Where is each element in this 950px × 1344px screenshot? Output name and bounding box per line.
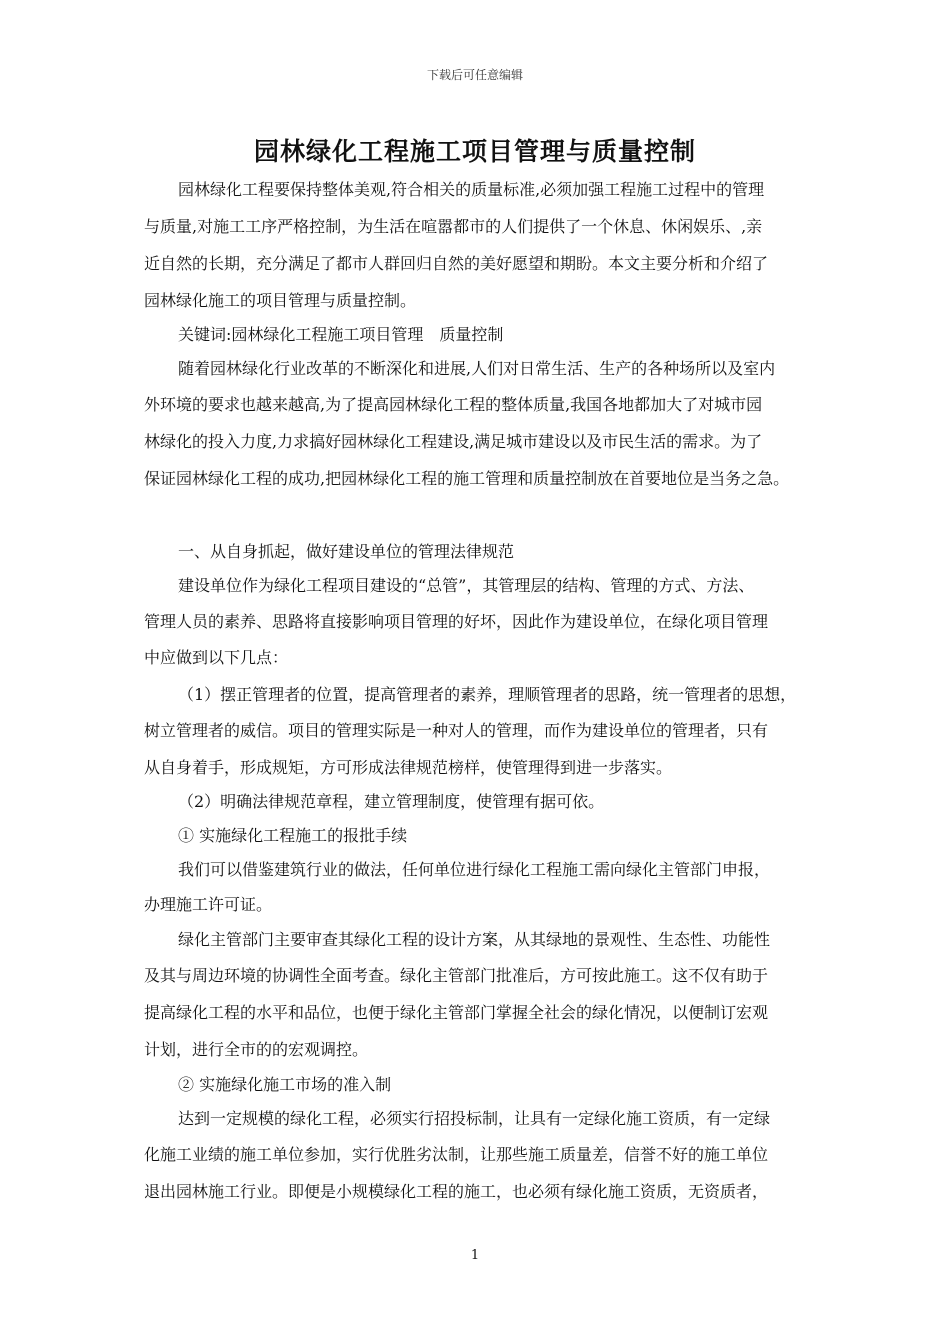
section-heading: 一、从自身抓起，做好建设单位的管理法律规范: [178, 542, 515, 561]
text-line: 从自身着手，形成规矩，方可形成法律规范榜样，使管理得到进一步落实。: [144, 758, 673, 777]
text-line: 提高绿化工程的水平和品位，也便于绿化主管部门掌握全社会的绿化情况，以便制订宏观: [144, 1003, 769, 1022]
document-title: 园林绿化工程施工项目管理与质量控制: [253, 137, 696, 166]
text-line: 保证园林绿化工程的成功,把园林绿化工程的施工管理和质量控制放在首要地位是当务之急。: [144, 469, 790, 488]
text-line: （2）明确法律规范章程，建立管理制度，使管理有据可依。: [178, 792, 605, 811]
text-line: 林绿化的投入力度,力求搞好园林绿化工程建设,满足城市建设以及市民生活的需求。为了: [144, 432, 763, 451]
text-line: 随着园林绿化行业改革的不断深化和进展,人们对日常生活、生产的各种场所以及室内: [178, 359, 776, 378]
text-line: 退出园林施工行业。即便是小规模绿化工程的施工，也必须有绿化施工资质，无资质者，: [144, 1182, 769, 1201]
text-line: （1）摆正管理者的位置，提高管理者的素养，理顺管理者的思路，统一管理者的思想，: [178, 685, 797, 704]
text-line: 管理人员的素养、思路将直接影响项目管理的好坏，因此作为建设单位，在绿化项目管理: [144, 612, 769, 631]
text-line: 园林绿化工程要保持整体美观,符合相关的质量标准,必须加强工程施工过程中的管理: [178, 180, 765, 199]
text-line: 化施工业绩的施工单位参加，实行优胜劣汰制，让那些施工质量差，信誉不好的施工单位: [144, 1145, 769, 1164]
text-line: 计划，进行全市的的宏观调控。: [144, 1040, 369, 1059]
subheading: ① 实施绿化工程施工的报批手续: [178, 826, 408, 845]
text-line: 办理施工许可证。: [144, 895, 273, 914]
text-line: 中应做到以下几点：: [144, 648, 289, 667]
text-line: 外环境的要求也越来越高,为了提高园林绿化工程的整体质量,我国各地都加大了对城市园: [144, 395, 763, 414]
text-line: 建设单位作为绿化工程项目建设的“总管”，其管理层的结构、管理的方式、方法、: [178, 576, 755, 595]
subheading: ② 实施绿化施工市场的准入制: [178, 1075, 392, 1094]
text-line: 我们可以借鉴建筑行业的做法，任何单位进行绿化工程施工需向绿化主管部门申报，: [178, 860, 771, 879]
page-header: 下载后可任意编辑: [426, 68, 523, 82]
text-line: 近自然的长期，充分满足了都市人群回归自然的美好愿望和期盼。本文主要分析和介绍了: [144, 254, 769, 273]
text-line: 绿化主管部门主要审查其绿化工程的设计方案，从其绿地的景观性、生态性、功能性: [178, 930, 771, 949]
text-line: 树立管理者的威信。项目的管理实际是一种对人的管理，而作为建设单位的管理者，只有: [144, 721, 769, 740]
text-line: 及其与周边环境的协调性全面考查。绿化主管部门批准后，方可按此施工。这不仅有助于: [144, 966, 769, 985]
text-line: 达到一定规模的绿化工程，必须实行招投标制，让具有一定绿化施工资质，有一定绿: [178, 1109, 771, 1128]
text-line: 园林绿化施工的项目管理与质量控制。: [144, 291, 417, 310]
page-number: 1: [470, 1248, 480, 1263]
text-line: 与质量,对施工工序严格控制，为生活在喧嚣都市的人们提供了一个休息、休闲娱乐、,亲: [144, 217, 763, 236]
keywords-line: 关键词:园林绿化工程施工项目管理 质量控制: [178, 325, 504, 344]
